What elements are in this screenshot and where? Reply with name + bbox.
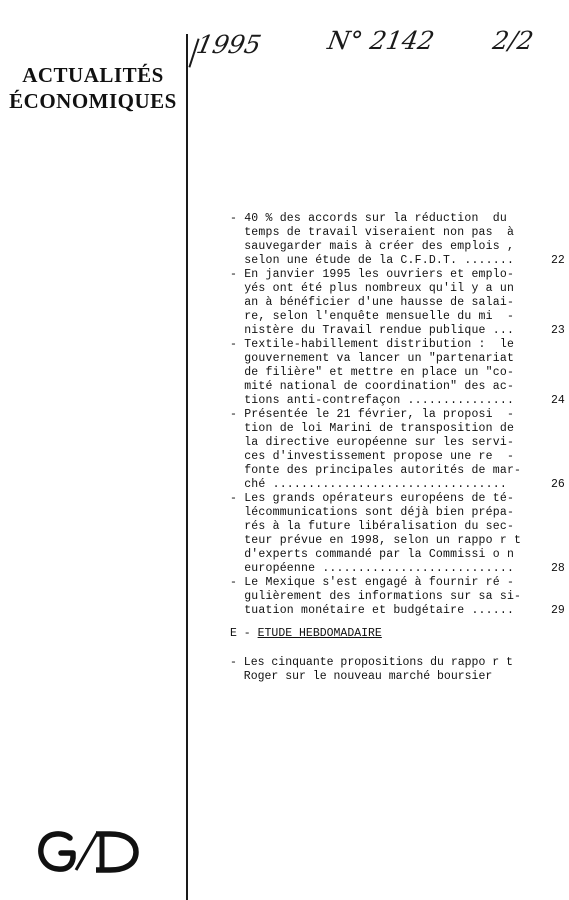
entry-line: - Les cinquante propositions du rappo r t [230, 656, 513, 669]
entry-page-number: 23 [551, 324, 565, 337]
section-entry [230, 656, 513, 684]
entry-page-number: 24 [551, 394, 565, 407]
entry-page-number: 26 [551, 478, 565, 491]
entry-line: gulièrement des informations sur sa si- [230, 590, 522, 603]
summary-entry [230, 576, 569, 618]
entry-line: yés ont été plus nombreux qu'il y a un [230, 282, 515, 295]
entry-line: - 40 % des accords sur la réduction du [230, 212, 507, 225]
entry-line: ces d'investissement propose une re - [230, 450, 515, 463]
publication-title-line1: ACTUALITÉS [22, 63, 164, 87]
handwritten-issue-number: N° 2142 [325, 26, 437, 55]
entry-line: teur prévue en 1998, selon un rappo r t [230, 534, 522, 547]
entry-line: - Textile-habillement distribution : le [230, 338, 515, 351]
entry-line: gouvernement va lancer un "partenariat [230, 352, 515, 365]
entry-line: - Présentée le 21 février, la proposi - [230, 408, 515, 421]
entry-line: Roger sur le nouveau marché boursier [230, 670, 493, 683]
publication-title [2, 62, 184, 114]
summary-entry [230, 268, 569, 338]
entry-line: temps de travail viseraient non pas à [230, 226, 515, 239]
entry-line: tion de loi Marini de transposition de [230, 422, 515, 435]
summary-entries [230, 212, 569, 618]
entry-line: - Le Mexique s'est engagé à fournir ré - [230, 576, 515, 589]
entry-line: selon une étude de la C.F.D.T. ....... [230, 254, 515, 267]
handwritten-page-number: 2/2 [490, 26, 536, 55]
entry-line: ché ................................. [230, 478, 507, 491]
section-heading [230, 627, 382, 641]
entry-line: de filière" et mettre en place un "co- [230, 366, 515, 379]
entry-line: nistère du Travail rendue publique ... [230, 324, 515, 337]
entry-line: mité national de coordination" des ac- [230, 380, 515, 393]
gd-logo [36, 828, 140, 874]
entry-line: la directive européenne sur les servi- [230, 436, 515, 449]
entry-line: rés à la future libéralisation du sec- [230, 520, 515, 533]
entry-line: tions anti-contrefaçon ............... [230, 394, 515, 407]
section-prefix: E - [230, 627, 258, 640]
entry-line: an à bénéficier d'une hausse de salai- [230, 296, 515, 309]
entry-page-number: 29 [551, 604, 565, 617]
summary-entry [230, 338, 569, 408]
entry-line: lécommunications sont déjà bien prépa- [230, 506, 515, 519]
entry-line: - Les grands opérateurs européens de té- [230, 492, 515, 505]
entry-page-number: 28 [551, 562, 565, 575]
entry-line: fonte des principales autorités de mar- [230, 464, 522, 477]
vertical-divider [186, 34, 188, 900]
section-title: ETUDE HEBDOMADAIRE [257, 627, 382, 640]
summary-entry [230, 212, 569, 268]
summary-entry [230, 408, 569, 492]
summary-entry [230, 492, 569, 576]
publication-title-line2: ÉCONOMIQUES [9, 89, 177, 113]
entry-line: re, selon l'enquête mensuelle du mi - [230, 310, 515, 323]
entry-line: sauvegarder mais à créer des emplois , [230, 240, 515, 253]
handwritten-year: 1995 [193, 30, 264, 59]
entry-line: européenne ........................... [230, 562, 515, 575]
entry-line: d'experts commandé par la Commissi o n [230, 548, 515, 561]
entry-line: tuation monétaire et budgétaire ...... [230, 604, 515, 617]
entry-page-number: 22 [551, 254, 565, 267]
entry-line: - En janvier 1995 les ouvriers et emplo- [230, 268, 515, 281]
